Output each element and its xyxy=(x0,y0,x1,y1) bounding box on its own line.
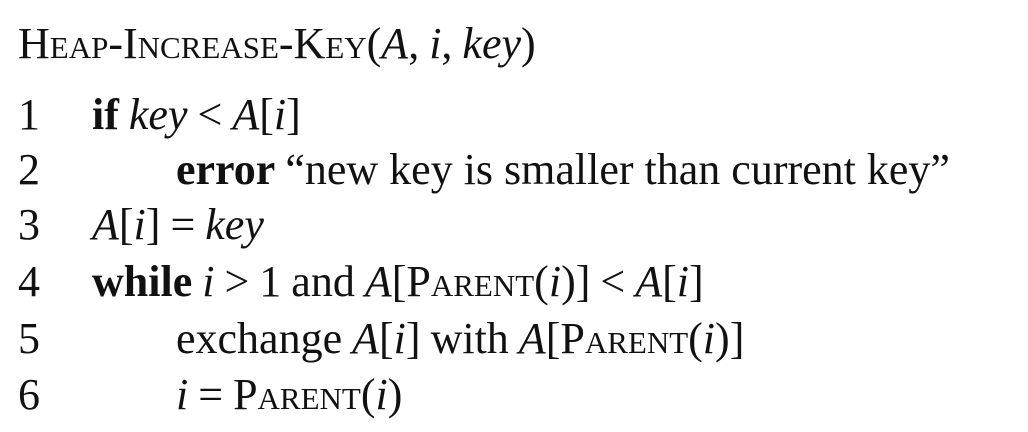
param-separator: , xyxy=(441,19,453,68)
array-a: A xyxy=(635,257,663,306)
close-bracket: ] xyxy=(688,257,704,306)
line-number: 4 xyxy=(18,257,40,306)
keyword-and: and xyxy=(291,257,355,306)
array-a: A xyxy=(352,314,380,363)
close-bracket: ] xyxy=(729,314,745,363)
close-paren: ) xyxy=(561,257,576,306)
array-a: A xyxy=(518,314,546,363)
var-key: key xyxy=(205,200,264,249)
open-paren: ( xyxy=(688,314,703,363)
function-parent: Parent xyxy=(560,314,689,363)
line-code xyxy=(176,366,402,424)
var-i: i xyxy=(202,257,215,306)
operator-assign: = xyxy=(198,370,224,419)
line-number: 1 xyxy=(18,90,40,139)
keyword-error: error xyxy=(176,145,276,194)
open-paren: ( xyxy=(534,257,549,306)
line-code xyxy=(92,253,704,311)
var-i: i xyxy=(273,90,287,139)
open-bracket: [ xyxy=(118,200,134,249)
line-code xyxy=(92,196,264,254)
line-code xyxy=(176,141,950,199)
function-parent: Parent xyxy=(233,370,361,419)
param-a: A xyxy=(381,19,409,68)
keyword-while: while xyxy=(92,257,193,306)
var-key: key xyxy=(128,90,188,139)
open-bracket: [ xyxy=(379,314,394,363)
open-paren: ( xyxy=(360,370,376,419)
close-bracket: ] xyxy=(575,257,591,306)
constant-one: 1 xyxy=(259,257,282,306)
var-i: i xyxy=(676,257,689,306)
array-a: A xyxy=(232,90,260,139)
param-separator: , xyxy=(408,19,420,68)
close-bracket: ] xyxy=(145,200,161,249)
operator-assign: = xyxy=(170,200,196,249)
keyword-if: if xyxy=(92,90,119,139)
line-number: 5 xyxy=(18,314,40,363)
array-a: A xyxy=(364,257,392,306)
operator-greater-than: > xyxy=(224,257,250,306)
operator-less-than: < xyxy=(197,90,223,139)
close-paren: ) xyxy=(521,19,536,68)
open-paren: ( xyxy=(366,19,382,68)
param-i: i xyxy=(429,19,442,68)
line-code xyxy=(176,310,744,368)
var-i: i xyxy=(133,200,146,249)
close-paren: ) xyxy=(387,370,403,419)
var-i: i xyxy=(176,370,189,419)
param-key: key xyxy=(462,19,522,68)
open-bracket: [ xyxy=(545,314,561,363)
line-code xyxy=(92,86,301,144)
verb-exchange: exchange xyxy=(176,314,343,363)
close-bracket: ] xyxy=(405,314,421,363)
var-i: i xyxy=(548,257,562,306)
procedure-title xyxy=(18,14,536,74)
function-parent: Parent xyxy=(406,257,535,306)
open-bracket: [ xyxy=(662,257,677,306)
line-number: 2 xyxy=(18,145,40,194)
close-bracket: ] xyxy=(286,90,301,139)
close-paren: ) xyxy=(715,314,730,363)
error-message: “new key is smaller than current key” xyxy=(285,145,950,194)
line-number: 3 xyxy=(18,200,40,249)
word-with: with xyxy=(430,314,509,363)
var-i: i xyxy=(393,314,406,363)
array-a: A xyxy=(92,200,119,249)
operator-less-than: < xyxy=(600,257,626,306)
open-bracket: [ xyxy=(391,257,407,306)
var-i: i xyxy=(702,314,716,363)
var-i: i xyxy=(375,370,388,419)
open-bracket: [ xyxy=(259,90,274,139)
line-number: 6 xyxy=(18,370,40,419)
procedure-name: Heap-Increase-Key xyxy=(18,19,367,68)
